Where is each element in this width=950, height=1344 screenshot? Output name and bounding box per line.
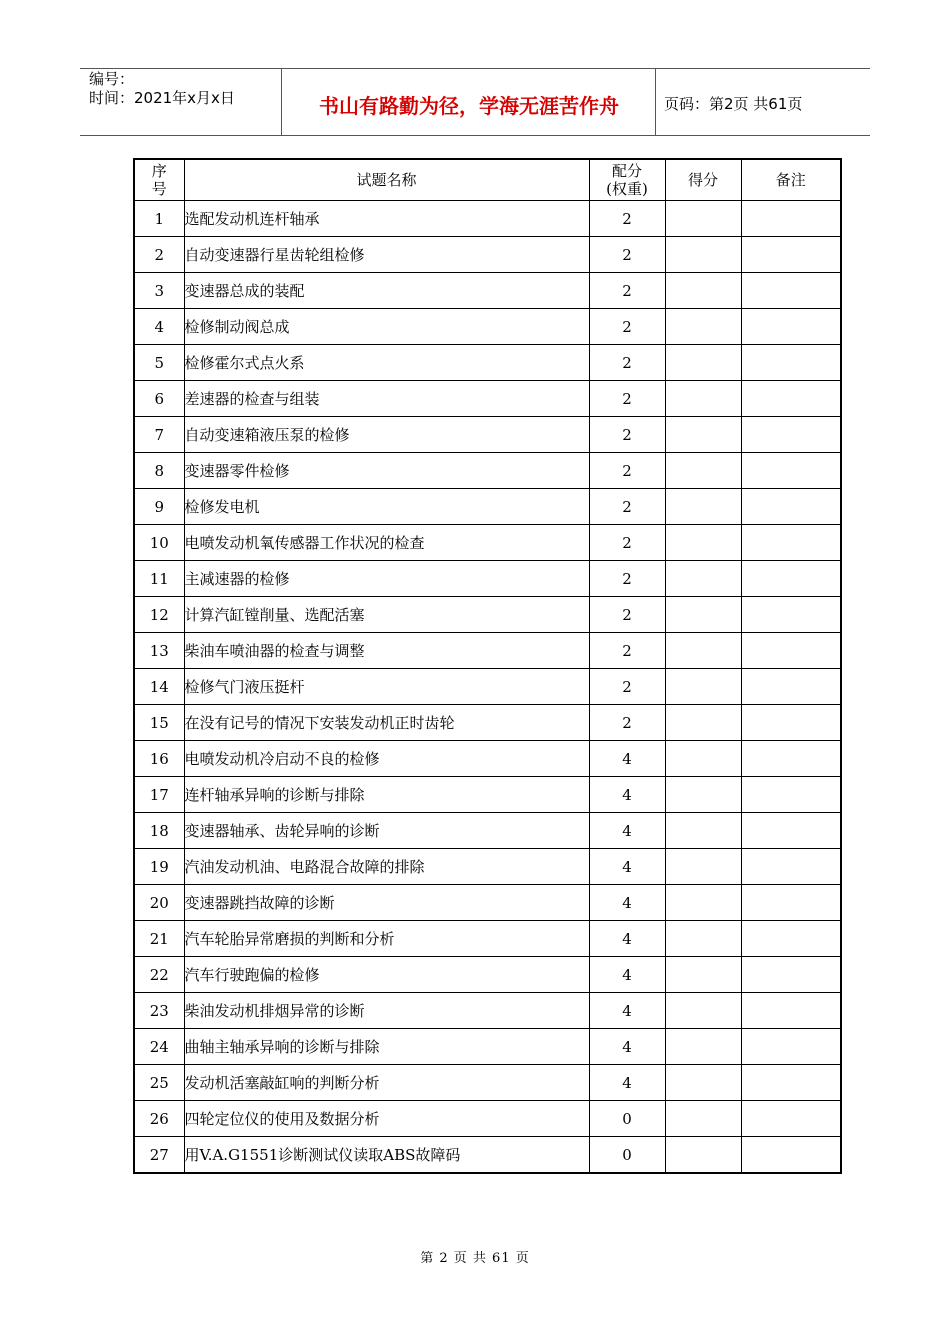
row-number: 1 (134, 201, 184, 237)
row-number: 20 (134, 885, 184, 921)
row-number: 18 (134, 813, 184, 849)
header-name: 试题名称 (184, 159, 589, 201)
row-obtained-cell (665, 201, 741, 237)
row-obtained-cell (665, 777, 741, 813)
row-item-name: 检修制动阀总成 (184, 309, 589, 345)
row-number: 12 (134, 597, 184, 633)
row-number: 8 (134, 453, 184, 489)
row-item-name: 连杆轴承异响的诊断与排除 (184, 777, 589, 813)
header-bottom-rule (80, 135, 870, 136)
table-row (134, 849, 841, 885)
row-obtained-cell (665, 705, 741, 741)
row-score: 2 (589, 489, 665, 525)
table-row (134, 489, 841, 525)
row-score: 0 (589, 1101, 665, 1137)
header-no-line1: 序 (151, 162, 167, 180)
row-remark-cell (741, 921, 841, 957)
row-number: 13 (134, 633, 184, 669)
row-obtained-cell (665, 273, 741, 309)
row-number: 26 (134, 1101, 184, 1137)
row-number: 14 (134, 669, 184, 705)
table-row (134, 921, 841, 957)
row-item-name: 检修霍尔式点火系 (184, 345, 589, 381)
row-score: 2 (589, 237, 665, 273)
exam-items-table (133, 158, 842, 1174)
table-row (134, 273, 841, 309)
row-score: 2 (589, 453, 665, 489)
row-obtained-cell (665, 1137, 741, 1174)
row-number: 9 (134, 489, 184, 525)
row-number: 21 (134, 921, 184, 957)
row-number: 17 (134, 777, 184, 813)
header-score-line2: (权重) (606, 180, 648, 198)
row-remark-cell (741, 561, 841, 597)
row-score: 4 (589, 993, 665, 1029)
row-item-name: 检修气门液压挺杆 (184, 669, 589, 705)
table-row (134, 1137, 841, 1174)
row-remark-cell (741, 741, 841, 777)
row-remark-cell (741, 669, 841, 705)
table-row (134, 885, 841, 921)
row-number: 24 (134, 1029, 184, 1065)
row-score: 2 (589, 669, 665, 705)
table-row (134, 345, 841, 381)
row-score: 4 (589, 1029, 665, 1065)
row-score: 2 (589, 345, 665, 381)
row-item-name: 柴油车喷油器的检查与调整 (184, 633, 589, 669)
table-row (134, 993, 841, 1029)
row-item-name: 电喷发动机冷启动不良的检修 (184, 741, 589, 777)
row-item-name: 电喷发动机氧传感器工作状况的检查 (184, 525, 589, 561)
row-item-name: 柴油发动机排烟异常的诊断 (184, 993, 589, 1029)
row-item-name: 自动变速器行星齿轮组检修 (184, 237, 589, 273)
row-item-name: 变速器轴承、齿轮异响的诊断 (184, 813, 589, 849)
table-row (134, 309, 841, 345)
header-no (134, 159, 184, 201)
header-motto: 书山有路勤为径，学海无涯苦作舟 (319, 94, 619, 118)
row-obtained-cell (665, 561, 741, 597)
row-item-name: 变速器零件检修 (184, 453, 589, 489)
row-item-name: 变速器总成的装配 (184, 273, 589, 309)
row-score: 4 (589, 849, 665, 885)
row-score: 2 (589, 597, 665, 633)
table-row (134, 201, 841, 237)
row-score: 2 (589, 705, 665, 741)
document-number-label: 编号： (89, 70, 135, 88)
row-number: 7 (134, 417, 184, 453)
table-row (134, 1029, 841, 1065)
row-item-name: 变速器跳挡故障的诊断 (184, 885, 589, 921)
row-score: 4 (589, 813, 665, 849)
table-row (134, 957, 841, 993)
row-item-name: 检修发电机 (184, 489, 589, 525)
row-obtained-cell (665, 993, 741, 1029)
row-item-name: 汽车轮胎异常磨损的判断和分析 (184, 921, 589, 957)
row-obtained-cell (665, 309, 741, 345)
row-score: 2 (589, 273, 665, 309)
table-row (134, 453, 841, 489)
row-remark-cell (741, 597, 841, 633)
table-row (134, 633, 841, 669)
table-row (134, 777, 841, 813)
table-header-row (134, 159, 841, 201)
row-number: 10 (134, 525, 184, 561)
row-remark-cell (741, 345, 841, 381)
row-obtained-cell (665, 633, 741, 669)
row-remark-cell (741, 993, 841, 1029)
row-item-name: 主减速器的检修 (184, 561, 589, 597)
row-remark-cell (741, 201, 841, 237)
row-number: 6 (134, 381, 184, 417)
header-top-rule (80, 68, 870, 69)
table-row (134, 597, 841, 633)
table-row (134, 561, 841, 597)
row-number: 15 (134, 705, 184, 741)
table-row (134, 669, 841, 705)
row-number: 27 (134, 1137, 184, 1174)
row-number: 5 (134, 345, 184, 381)
row-number: 23 (134, 993, 184, 1029)
row-remark-cell (741, 1065, 841, 1101)
row-score: 2 (589, 633, 665, 669)
row-obtained-cell (665, 525, 741, 561)
row-obtained-cell (665, 1101, 741, 1137)
row-item-name: 汽车行驶跑偏的检修 (184, 957, 589, 993)
document-time: 时间：2021年x月x日 (89, 89, 235, 107)
row-item-name: 计算汽缸镗削量、选配活塞 (184, 597, 589, 633)
row-remark-cell (741, 705, 841, 741)
header-score (589, 159, 665, 201)
row-obtained-cell (665, 957, 741, 993)
row-score: 2 (589, 525, 665, 561)
header-meta (89, 70, 235, 108)
row-obtained-cell (665, 669, 741, 705)
row-remark-cell (741, 777, 841, 813)
row-remark-cell (741, 957, 841, 993)
header-divider-left (281, 68, 282, 135)
row-number: 3 (134, 273, 184, 309)
row-remark-cell (741, 1101, 841, 1137)
row-remark-cell (741, 309, 841, 345)
row-number: 4 (134, 309, 184, 345)
row-obtained-cell (665, 741, 741, 777)
row-obtained-cell (665, 417, 741, 453)
row-remark-cell (741, 813, 841, 849)
row-obtained-cell (665, 453, 741, 489)
table-row (134, 237, 841, 273)
row-item-name: 差速器的检查与组装 (184, 381, 589, 417)
header-no-line2: 号 (151, 180, 167, 198)
row-score: 2 (589, 201, 665, 237)
header-note: 备注 (741, 159, 841, 201)
header-score-line1: 配分 (611, 162, 642, 180)
table-row (134, 1101, 841, 1137)
row-remark-cell (741, 525, 841, 561)
row-number: 22 (134, 957, 184, 993)
row-score: 0 (589, 1137, 665, 1174)
row-item-name: 在没有记号的情况下安装发动机正时齿轮 (184, 705, 589, 741)
row-score: 2 (589, 381, 665, 417)
row-obtained-cell (665, 345, 741, 381)
row-remark-cell (741, 453, 841, 489)
row-number: 19 (134, 849, 184, 885)
row-remark-cell (741, 381, 841, 417)
row-score: 4 (589, 1065, 665, 1101)
row-item-name: 四轮定位仪的使用及数据分析 (184, 1101, 589, 1137)
row-remark-cell (741, 885, 841, 921)
row-obtained-cell (665, 885, 741, 921)
row-score: 2 (589, 309, 665, 345)
row-score: 4 (589, 885, 665, 921)
header-divider-right (655, 68, 656, 135)
row-remark-cell (741, 417, 841, 453)
row-item-name: 发动机活塞敲缸响的判断分析 (184, 1065, 589, 1101)
table-row (134, 525, 841, 561)
row-remark-cell (741, 489, 841, 525)
row-obtained-cell (665, 597, 741, 633)
row-item-name: 用V.A.G1551诊断测试仪读取ABS故障码 (184, 1137, 589, 1174)
row-obtained-cell (665, 1029, 741, 1065)
row-score: 2 (589, 417, 665, 453)
row-score: 2 (589, 561, 665, 597)
table-row (134, 381, 841, 417)
row-remark-cell (741, 633, 841, 669)
row-score: 4 (589, 957, 665, 993)
header-page-info: 页码：第2页 共61页 (664, 95, 803, 113)
row-remark-cell (741, 849, 841, 885)
row-item-name: 汽油发动机油、电路混合故障的排除 (184, 849, 589, 885)
row-item-name: 曲轴主轴承异响的诊断与排除 (184, 1029, 589, 1065)
row-obtained-cell (665, 1065, 741, 1101)
row-number: 25 (134, 1065, 184, 1101)
row-number: 11 (134, 561, 184, 597)
header-get: 得分 (665, 159, 741, 201)
table-row (134, 1065, 841, 1101)
row-obtained-cell (665, 849, 741, 885)
page-footer: 第 2 页 共 61 页 (420, 1251, 530, 1266)
row-number: 2 (134, 237, 184, 273)
row-item-name: 选配发动机连杆轴承 (184, 201, 589, 237)
row-remark-cell (741, 1137, 841, 1174)
row-obtained-cell (665, 921, 741, 957)
row-obtained-cell (665, 813, 741, 849)
row-obtained-cell (665, 489, 741, 525)
row-item-name: 自动变速箱液压泵的检修 (184, 417, 589, 453)
row-remark-cell (741, 1029, 841, 1065)
row-score: 4 (589, 741, 665, 777)
row-remark-cell (741, 273, 841, 309)
row-obtained-cell (665, 237, 741, 273)
table-row (134, 417, 841, 453)
row-score: 4 (589, 921, 665, 957)
row-obtained-cell (665, 381, 741, 417)
table-row (134, 741, 841, 777)
row-number: 16 (134, 741, 184, 777)
table-row (134, 813, 841, 849)
row-score: 4 (589, 777, 665, 813)
table-row (134, 705, 841, 741)
row-remark-cell (741, 237, 841, 273)
